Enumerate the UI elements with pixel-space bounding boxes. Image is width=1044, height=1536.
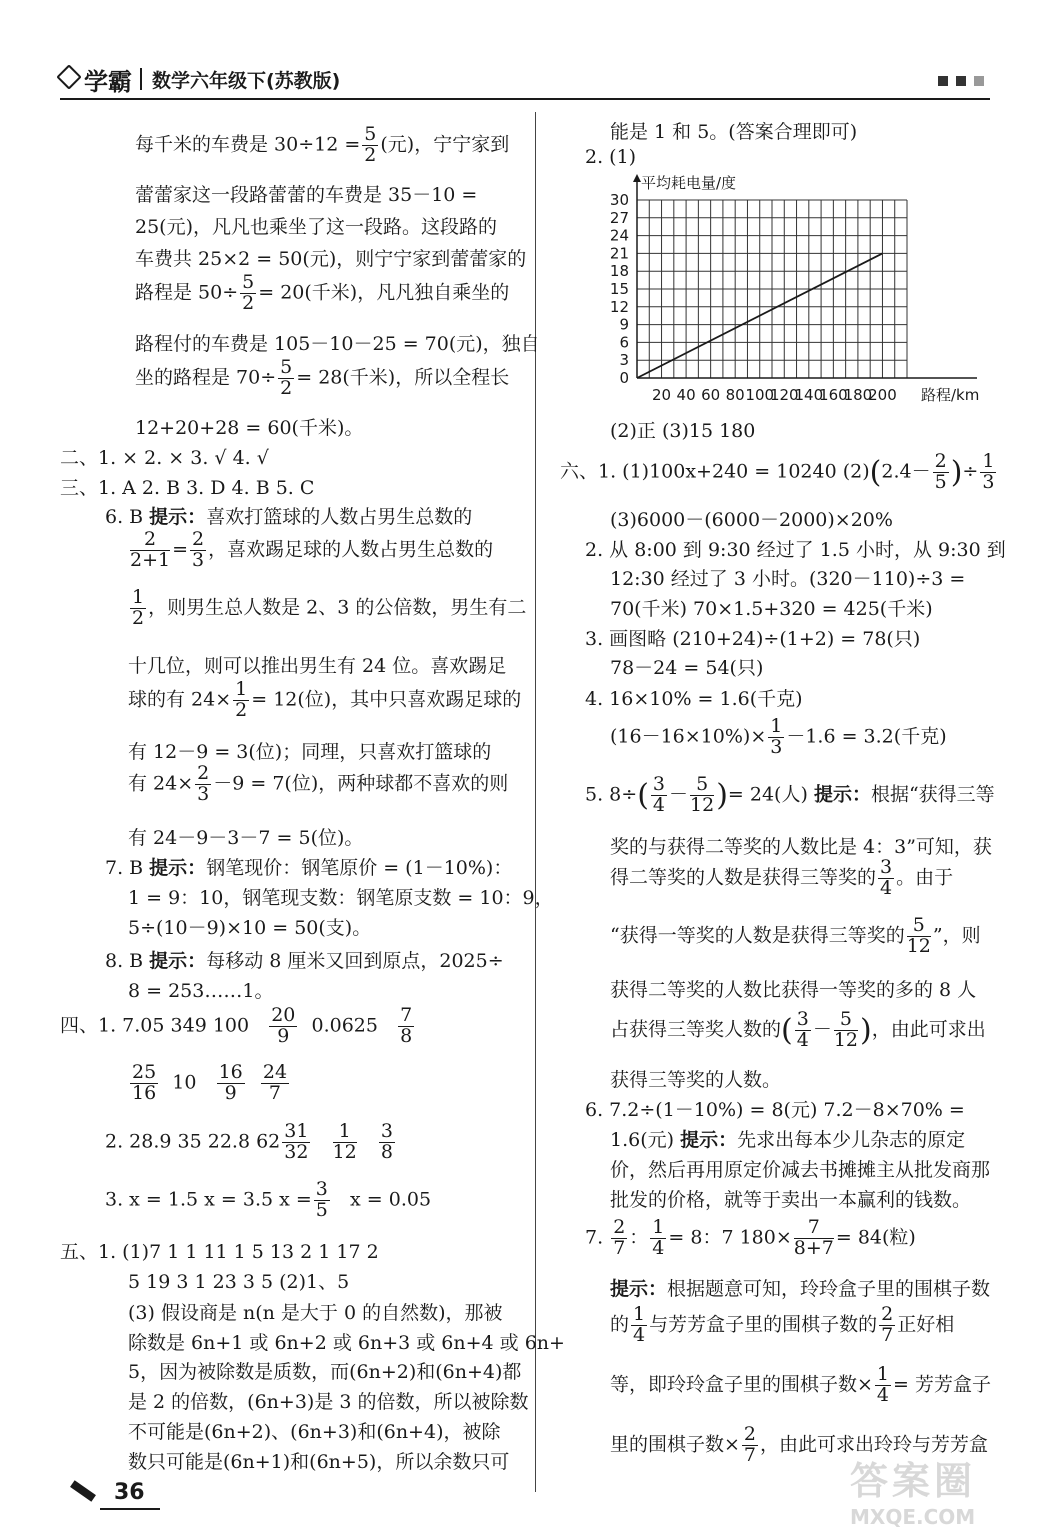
x-tick-label: 20 (651, 386, 672, 404)
answer-line: 1 = 9：10，钢笔现支数：钢笔原支数 = 10：9， (128, 887, 554, 909)
x-tick-label: 40 (676, 386, 696, 404)
y-tick-label: 12 (609, 297, 629, 316)
answer-line: 获得三等奖的人数。 (610, 1069, 782, 1091)
answer-line: 有 12－9 = 3(位)；同理，只喜欢打篮球的 (128, 741, 492, 763)
answer-line: 有 24－9－3－7 = 5(位)。 (128, 827, 364, 849)
header-separator (140, 68, 142, 90)
section-six: 六、1. (1)100x+240 = 10240 (2)(2.4－ $\frac{2}{5}$ )÷ $\frac{1}{3}$ (560, 450, 995, 493)
answer-line: 6. B 提示：喜欢打篮球的人数占男生总数的 (105, 506, 473, 528)
x-tick-label: 80 (725, 386, 745, 404)
answer-line: 等，即玲玲盒子里的围棋子数× $\frac{1}{4}$ = 芳芳盒子 (610, 1363, 991, 1406)
header-square-icon (974, 76, 984, 86)
answer-line: 5 19 3 1 23 3 5 (2)1、5 (128, 1271, 350, 1293)
answer-line: 获得二等奖的人数比获得一等奖的多的 8 人 (610, 979, 977, 1001)
answer-line: 占获得三等奖人数的( $\frac{3}{4}$ － $\frac{5}{12}$ )，由此可求出 (610, 1008, 986, 1051)
answer-line: “获得一等奖的人数是获得三等奖的 $\frac{5}{12}$ ”，则 (610, 914, 981, 957)
header-rule (60, 98, 990, 100)
y-axis-arrow (633, 174, 641, 182)
answer-line: 提示：根据题意可知，玲玲盒子里的围棋子数 (610, 1278, 991, 1300)
y-tick-label: 6 (619, 333, 629, 352)
answer-line: 70(千米) 70×1.5+320 = 425(千米) (610, 598, 933, 620)
answer-line: 5÷(10－9)×10 = 50(支)。 (128, 917, 372, 939)
page-header (60, 62, 990, 98)
answer-line: (2)正 (3)15 180 (610, 420, 756, 442)
brand-logo: 学霸 (60, 62, 132, 97)
answer-line: 25(元)，凡凡也乘坐了这一段路。这段路的 (135, 216, 498, 238)
answer-line: 坐的路程是 70÷ $\frac{5}{2}$ = 28(千米)，所以全程长 (135, 356, 510, 399)
y-tick-label: 18 (609, 262, 629, 281)
page-number: 36 (114, 1480, 145, 1505)
answer-line: 奖的与获得二等奖的人数比是 4：3”可知，获 (610, 836, 992, 858)
answer-line: 得二等奖的人数是获得三等奖的 $\frac{3}{4}$ 。由于 (610, 856, 954, 899)
y-tick-label: 21 (609, 244, 629, 263)
x-tick-label: 200 (868, 386, 897, 404)
answer-line: 12+20+28 = 60(千米)。 (135, 417, 364, 439)
section-two: 二、1. × 2. × 3. √ 4. √ (60, 447, 269, 469)
answer-line: 每千米的车费是 30÷12 = $\frac{5}{2}$ (元)，宁宁家到 (135, 123, 510, 166)
answer-line: 不可能是(6n+2)、(6n+3)和(6n+4)，被除 (128, 1421, 501, 1443)
answer-line: 路程付的车费是 105－10－25 = 70(元)，独自 (135, 333, 540, 355)
y-tick-label: 30 (609, 191, 629, 209)
answer-line: 十几位，则可以推出男生有 24 位。喜欢踢足 (128, 655, 507, 677)
answer-line: 2. 从 8:00 到 9:30 经过了 1.5 小时，从 9:30 到 (585, 539, 1006, 561)
page-footer (70, 1480, 145, 1505)
answer-line: 车费共 25×2 = 50(元)，则宁宁家到蕾蕾家的 (135, 248, 527, 270)
answer-line: 价，然后再用原定价减去书摊摊主从批发商那 (610, 1159, 991, 1181)
answer-line: $\frac{1}{2}$ ，则男生总人数是 2、3 的公倍数，男生有二 (132, 586, 527, 629)
answer-line: 8 = 253……1。 (128, 980, 274, 1002)
answer-line: 3. x = 1.5 x = 3.5 x = $\frac{3}{5}$ x = 0.05 (105, 1178, 432, 1221)
answer-line: $\frac{2}{2+1}$ = $\frac{2}{3}$ ，喜欢踢足球的人数占男生总数的 (130, 528, 494, 571)
y-tick-label: 3 (619, 351, 629, 370)
watermark: 答案圈 MXQE.COM (850, 1459, 977, 1529)
column-divider (535, 112, 536, 1492)
answer-line: 12:30 经过了 3 小时。(320－110)÷3 = (610, 568, 966, 590)
answer-line: 批发的价格，就等于卖出一本赢利的钱数。 (610, 1189, 972, 1211)
answer-line: 78－24 = 54(只) (610, 657, 764, 679)
x-tick-label: 60 (701, 386, 721, 404)
x-tick-label: 120 (769, 386, 799, 404)
header-square-icon (956, 76, 966, 86)
answer-line: 5，因为被除数是质数，而(6n+2)和(6n+4)都 (128, 1361, 522, 1383)
x-tick-label: 180 (843, 386, 873, 404)
answer-line: 能是 1 和 5。(答案合理即可) (610, 121, 858, 143)
answer-line: 7. $\frac{2}{7}$ ： $\frac{1}{4}$ = 8：7 180× $\frac{7}{8+7}$ = 84(粒) (585, 1216, 916, 1259)
answer-line: 除数是 6n+1 或 6n+2 或 6n+3 或 6n+4 或 6n+ (128, 1332, 565, 1354)
y-axis-label: 平均耗电量/度 (641, 174, 737, 192)
answer-line: 数只可能是(6n+1)和(6n+5)，所以余数只可 (128, 1451, 510, 1473)
answer-line: 2. 28.9 35 22.8 62 $\frac{31}{32}$ $\frac{1}{12}$ $\frac{3}{8}$ (105, 1120, 393, 1163)
answer-line: (16－16×10%)× $\frac{1}{3}$ －1.6 = 3.2(千克) (610, 715, 947, 758)
pen-icon (70, 1480, 96, 1501)
y-tick-label: 0 (619, 369, 629, 387)
answer-line: 有 24× $\frac{2}{3}$ －9 = 7(位)，两种球都不喜欢的则 (128, 762, 509, 805)
answer-line: (3)6000－(6000－2000)×20% (610, 509, 893, 531)
answer-line: 3. 画图略 (210+24)÷(1+2) = 78(只) (585, 628, 921, 650)
y-tick-label: 15 (609, 280, 629, 298)
x-tick-label: 100 (745, 386, 775, 404)
section-five: 五、1. (1)7 1 1 11 1 5 13 2 1 17 2 (60, 1241, 379, 1263)
answer-line: 是 2 的倍数，(6n+3)是 3 的倍数，所以被除数 (128, 1391, 529, 1413)
answer-line: 7. B 提示：钢笔现价：钢笔原价 = (1－10%)： (105, 857, 513, 879)
x-tick-label: 140 (794, 386, 824, 404)
answer-line: 蕾蕾家这一段路蕾蕾的车费是 35－10 = (135, 184, 478, 206)
answer-line: 1.6(元) 提示：先求出每本少儿杂志的原定 (610, 1129, 966, 1151)
answer-line: 四、1. 7.05 349 100 $\frac{20}{9}$ 0.0625 $\frac{7}{8}$ (60, 1004, 413, 1047)
y-tick-label: 27 (609, 208, 629, 227)
x-tick-label: 160 (819, 386, 848, 404)
answer-line: 里的围棋子数× $\frac{2}{7}$ ，由此可求出玲玲与芳芳盒 (610, 1423, 989, 1466)
y-tick-label: 24 (609, 226, 629, 245)
answer-line: 8. B 提示：每移动 8 厘米又回到原点，2025÷ (105, 950, 504, 972)
answer-line: 2. (1) (585, 146, 637, 168)
answer-line: (3) 假设商是 n(n 是大于 0 的自然数)，那被 (128, 1302, 503, 1324)
x-axis-label: 路程/km (921, 386, 980, 404)
footer-rule (100, 1508, 160, 1510)
answer-line: 4. 16×10% = 1.6(千克) (585, 688, 803, 710)
answer-line: $\frac{25}{16}$ 10 $\frac{16}{9}$ $\frac{24}{7}$ (132, 1061, 288, 1104)
line-chart (595, 170, 1010, 405)
answer-line: 路程是 50÷ $\frac{5}{2}$ = 20(千米)，凡凡独自乘坐的 (135, 271, 510, 314)
answer-line: 6. 7.2÷(1－10%) = 8(元) 7.2－8×70% = (585, 1099, 965, 1121)
book-title: 数学六年级下(苏教版) (152, 70, 341, 92)
header-square-icon (938, 76, 948, 86)
section-three: 三、1. A 2. B 3. D 4. B 5. C (60, 477, 315, 499)
answer-line: 球的有 24× $\frac{1}{2}$ = 12(位)，其中只喜欢踢足球的 (128, 678, 522, 721)
y-tick-label: 9 (619, 315, 629, 334)
answer-line: 5. 8÷( $\frac{3}{4}$ － $\frac{5}{12}$ )= 24(人) 提示：根据“获得三等 (585, 773, 995, 816)
answer-line: 的 $\frac{1}{4}$ 与芳芳盒子里的围棋子数的 $\frac{2}{7}$ 正好相 (610, 1303, 955, 1346)
graduation-cap-icon (56, 64, 81, 89)
